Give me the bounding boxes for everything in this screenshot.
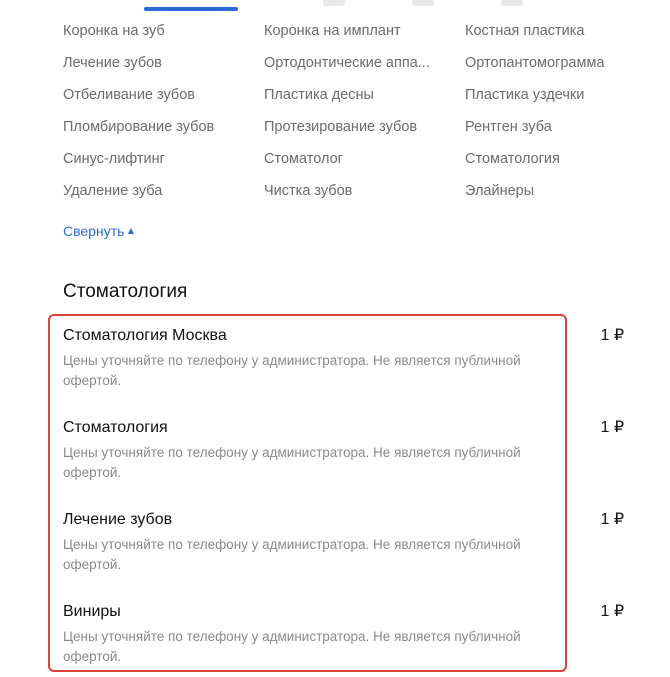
category-link[interactable]: Синус-лифтинг: [63, 151, 165, 167]
category-link[interactable]: Протезирование зубов: [264, 119, 418, 135]
category-link[interactable]: Ортопантомограмма: [465, 55, 605, 71]
category-link[interactable]: Лечение зубов: [63, 55, 162, 71]
category-link[interactable]: Чистка зубов: [264, 183, 353, 199]
service-item: [63, 601, 628, 667]
service-price: 1 ₽: [600, 419, 624, 436]
section-title: Стоматология: [63, 281, 188, 302]
service-note: Цены уточняйте по телефону у администратора. Не является публичной офертой.: [63, 629, 521, 664]
service-note: Цены уточняйте по телефону у администратора. Не является публичной офертой.: [63, 445, 521, 480]
category-link[interactable]: Стоматология: [465, 151, 560, 167]
category-link[interactable]: Коронка на имплант: [264, 23, 401, 39]
service-name: Виниры: [63, 603, 121, 620]
category-link[interactable]: Коронка на зуб: [63, 23, 165, 39]
category-link[interactable]: Пломбирование зубов: [63, 119, 215, 135]
collapse-label: Свернуть: [63, 223, 125, 239]
triangle-up-icon: [128, 228, 134, 234]
collapse-link[interactable]: [63, 221, 134, 241]
service-note: Цены уточняйте по телефону у администратора. Не является публичной офертой.: [63, 353, 521, 388]
tab-stub[interactable]: [501, 0, 523, 6]
category-link[interactable]: Стоматолог: [264, 151, 343, 167]
service-item: [63, 325, 628, 391]
service-note: Цены уточняйте по телефону у администратора. Не является публичной офертой.: [63, 537, 521, 572]
category-link[interactable]: Отбеливание зубов: [63, 87, 195, 103]
service-price: 1 ₽: [600, 511, 624, 528]
category-link[interactable]: Элайнеры: [465, 183, 535, 199]
category-link[interactable]: Рентген зуба: [465, 119, 552, 135]
service-name: Стоматология Москва: [63, 327, 227, 344]
category-link[interactable]: Пластика уздечки: [465, 87, 585, 103]
category-link[interactable]: Пластика десны: [264, 87, 374, 103]
service-item: [63, 509, 628, 575]
category-links-grid: [63, 20, 653, 212]
tab-strip: [0, 0, 670, 12]
service-item: [63, 417, 628, 483]
service-name: Лечение зубов: [63, 511, 173, 528]
service-price: 1 ₽: [600, 603, 624, 620]
tab-stub[interactable]: [323, 0, 345, 6]
service-price: 1 ₽: [600, 327, 624, 344]
category-link[interactable]: Удаление зуба: [63, 183, 163, 199]
service-name: Стоматология: [63, 419, 168, 436]
category-link[interactable]: Костная пластика: [465, 23, 585, 39]
tab-stub[interactable]: [412, 0, 434, 6]
active-tab-indicator: [144, 7, 238, 11]
category-link[interactable]: Ортодонтические аппа...: [264, 55, 430, 71]
